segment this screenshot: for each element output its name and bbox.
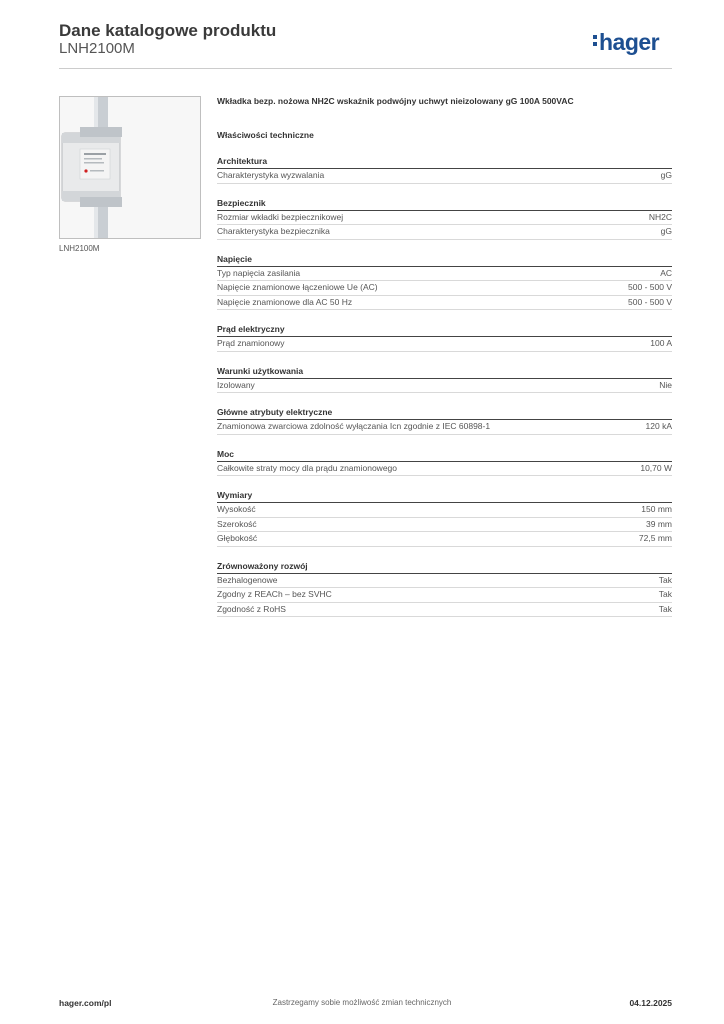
section-title: Wymiary	[217, 489, 672, 503]
section-title: Architektura	[217, 155, 672, 169]
spec-sections	[217, 155, 672, 617]
product-description: Wkładka bezp. nożowa NH2C wskaźnik podwójny uchwyt nieizolowany gG 100A 500VAC	[217, 96, 574, 106]
page-title: Dane katalogowe produktu	[59, 21, 277, 40]
spec-value: 39 mm	[646, 518, 672, 529]
spec-row	[217, 296, 672, 311]
spec-row	[217, 225, 672, 240]
spec-row	[217, 169, 672, 184]
spec-row	[217, 518, 672, 533]
product-details	[217, 96, 672, 630]
section-title: Prąd elektryczny	[217, 323, 672, 337]
spec-value: 100 A	[650, 338, 672, 348]
section-title: Główne atrybuty elektryczne	[217, 406, 672, 420]
spec-value: Tak	[658, 589, 672, 599]
spec-value: 10,70 W	[640, 462, 672, 473]
spec-label: Rozmiar wkładki bezpiecznikowej	[217, 211, 344, 222]
spec-label: Wysokość	[217, 504, 256, 514]
section-title: Moc	[217, 448, 672, 462]
spec-row	[217, 337, 672, 352]
section-title: Warunki użytkowania	[217, 365, 672, 379]
spec-section	[217, 365, 672, 394]
spec-label: Charakterystyka wyzwalania	[217, 170, 325, 180]
spec-section	[217, 489, 672, 547]
logo-text: hager	[599, 29, 660, 55]
spec-label: Napięcie znamionowe łączeniowe Ue (AC)	[217, 282, 378, 292]
spec-row	[217, 532, 672, 547]
spec-value: 72,5 mm	[638, 533, 672, 543]
spec-value: 150 mm	[641, 504, 672, 514]
section-title: Napięcie	[217, 253, 672, 267]
spec-value: gG	[660, 170, 672, 180]
spec-value: 120 kA	[645, 421, 672, 431]
spec-row	[217, 462, 672, 477]
spec-row	[217, 503, 672, 518]
spec-row	[217, 379, 672, 394]
spec-label: Znamionowa zwarciowa zdolność wyłączania Icn zgodnie z IEC 60898-1	[217, 421, 491, 431]
spec-row	[217, 420, 672, 435]
product-code: LNH2100M	[59, 40, 135, 57]
footer-notice: Zastrzegamy sobie możliwość zmian technicznych	[272, 998, 452, 1007]
spec-label: Izolowany	[217, 379, 255, 390]
spec-label: Zgodność z RoHS	[217, 603, 286, 614]
spec-value: Tak	[658, 603, 672, 614]
spec-value: 500 - 500 V	[628, 296, 672, 307]
properties-heading: Właściwości techniczne	[217, 130, 314, 140]
section-title: Bezpiecznik	[217, 197, 672, 211]
section-title: Zrównoważony rozwój	[217, 560, 672, 574]
spec-label: Bezhalogenowe	[217, 574, 278, 585]
spec-section	[217, 197, 672, 240]
product-image	[59, 96, 201, 239]
spec-label: Szerokość	[217, 518, 257, 529]
logo-colon-icon	[593, 32, 598, 49]
spec-label: Całkowite straty mocy dla prądu znamionowego	[217, 462, 398, 473]
spec-section	[217, 406, 672, 435]
spec-value: NH2C	[648, 211, 672, 222]
spec-label: Typ napięcia zasilania	[217, 267, 301, 278]
spec-section	[217, 560, 672, 618]
hager-logo	[593, 29, 659, 56]
spec-section	[217, 155, 672, 184]
image-caption: LNH2100M	[59, 244, 100, 253]
spec-row	[217, 211, 672, 226]
spec-section	[217, 253, 672, 311]
fuse-illustration-icon	[60, 97, 200, 238]
spec-row	[217, 603, 672, 618]
spec-value: 500 - 500 V	[628, 282, 672, 292]
spec-value: Tak	[658, 574, 672, 585]
spec-section	[217, 448, 672, 477]
spec-row	[217, 574, 672, 589]
spec-row	[217, 588, 672, 603]
spec-value: Nie	[659, 379, 672, 390]
header-divider	[59, 68, 672, 69]
spec-label: Zgodny z REACh – bez SVHC	[217, 589, 332, 599]
spec-row	[217, 267, 672, 282]
footer-website: hager.com/pl	[59, 998, 112, 1008]
spec-label: Głębokość	[217, 533, 258, 543]
spec-label: Napięcie znamionowe dla AC 50 Hz	[217, 296, 353, 307]
footer-date: 04.12.2025	[629, 998, 672, 1008]
spec-label: Prąd znamionowy	[217, 338, 285, 348]
spec-row	[217, 281, 672, 296]
spec-value: gG	[660, 226, 672, 236]
spec-label: Charakterystyka bezpiecznika	[217, 226, 330, 236]
spec-section	[217, 323, 672, 352]
spec-value: AC	[660, 267, 672, 278]
